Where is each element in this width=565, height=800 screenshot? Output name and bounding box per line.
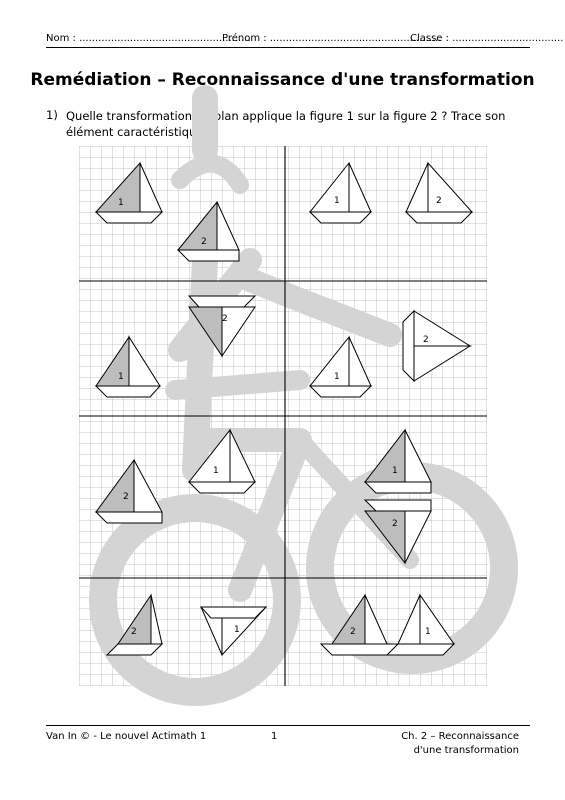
footer-chapter-line2: d'une transformation [413, 745, 519, 756]
figure-label-2: 2 [123, 492, 129, 502]
page-title: Remédiation – Reconnaissance d'une transformation [30, 70, 535, 90]
figure-label-1: 1 [213, 466, 219, 476]
footer-publisher: Van In © - Le nouvel Actimath 1 [46, 731, 207, 742]
figure-label-1: 1 [392, 466, 398, 476]
question-number: 1) [46, 108, 58, 122]
question-text: Quelle transformation du plan applique la figure 1 sur la figure 2 ? Trace son élément caractéristique. [66, 109, 506, 139]
figure-label-2: 2 [423, 335, 429, 345]
name-field-label: Nom : ...................................................... [46, 33, 251, 44]
figure-label-2: 2 [201, 237, 207, 247]
figure-label-1: 1 [118, 372, 124, 382]
figure-label-2: 2 [392, 519, 398, 529]
footer-page-number: 1 [271, 731, 278, 742]
footer-chapter-line1: Ch. 2 – Reconnaissance [401, 731, 519, 742]
footer-rule [46, 725, 530, 726]
figure-label-1: 1 [234, 625, 240, 635]
figure-label-2: 2 [350, 627, 356, 637]
figure-label-2: 2 [222, 314, 228, 324]
figure-label-1: 1 [118, 198, 124, 208]
figure-label-2: 2 [436, 196, 442, 206]
figure-label-2: 2 [131, 627, 137, 637]
figure-label-1: 1 [334, 196, 340, 206]
figure-label-1: 1 [334, 372, 340, 382]
firstname-field-label: Prénom : ...................................................... [222, 33, 442, 44]
class-field-label: Classe : ................................... [410, 33, 564, 44]
figure-label-1: 1 [425, 627, 431, 637]
